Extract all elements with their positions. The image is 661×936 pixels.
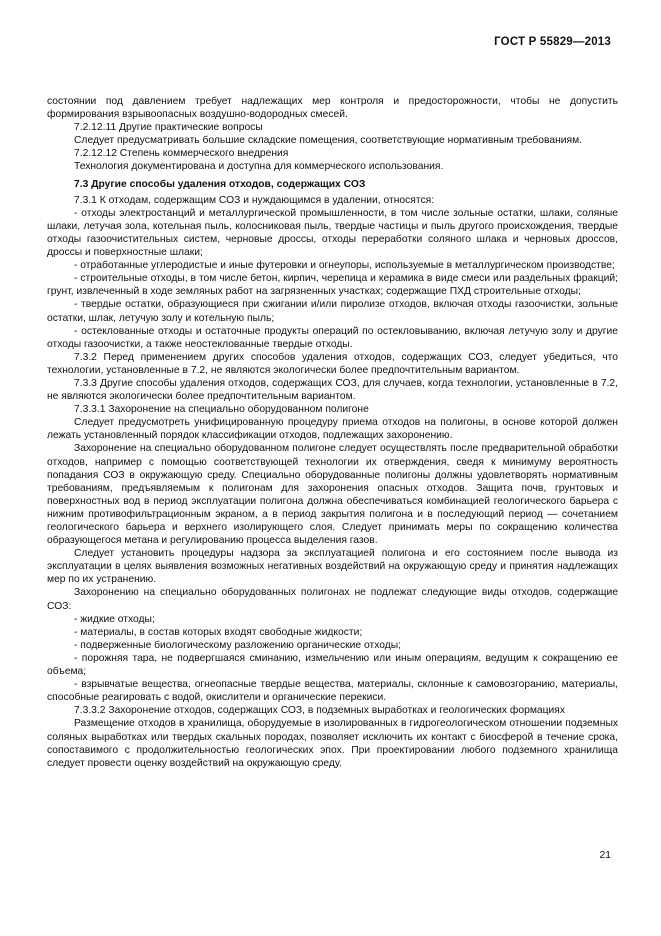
list-item: - порожняя тара, не подвергшаяся сминанию, измельчению или иным операциям, ведущим к сокращению ее объема; [47, 652, 618, 678]
paragraph: 7.3.2 Перед применением других способов удаления отходов, содержащих СОЗ, следует убедиться, что технологии, установленные в 7.2, не являются экологически более предпочтительным вариантом. [47, 351, 618, 376]
list-item: - твердые остатки, образующиеся при сжигании и/или пиролизе отходов, включая отходы газоочистки, зольные остатки, шлак, летучую золу и котельную пыль; [47, 299, 618, 324]
paragraph: Следует предусматривать большие складские помещения, соответствующие нормативным требованиям. [74, 135, 583, 147]
subsection-title: 7.2.12.12 Степень коммерческого внедрения [74, 148, 289, 160]
paragraph: Размещение отходов в хранилища, оборудуемые в изолированных в гидрогеологическом отношении подземных соляных выработках или твердых скальных породах, позволяет исключить их контакт с биосферой в течение срока, сопоставимого с продолжительностью геологических эпох. При проектировании любого подземного хранилища следует провести оценку воздействий на окружающую среду. [47, 718, 618, 769]
list-item: - остеклованные отходы и остаточные продукты операций по остекловыванию, включая летучую золу и другие отходы газоочистки, а также неостеклованные твердые отходы. [47, 325, 618, 350]
list-item: - материалы, в состав которых входят свободные жидкости; [74, 626, 363, 638]
list-item: - строительные отходы, в том числе бетон, кирпич, черепица и керамика в виде смеси или раздельных фракций; грунт, извлеченный в ходе земляных работ на загрязненных участках; содержащие ПХД строительные отходы; [47, 273, 618, 298]
list-item: - отходы электростанций и металлургической промышленности, в том числе зольные остатки, шлаки, соляные шлаки, летучая зола, котельная пыль, колосниковая пыль, твердые частицы и пыль другого происхождения, твердые отходы газоочистительных систем, черновые дроссы, отходы переработки соляного шлака и черновых дроссов, дроссы и поверхностные шлаки; [47, 207, 618, 259]
document-body [47, 95, 618, 770]
paragraph: Захоронению на специально оборудованных полигонах не подлежат следующие виды отходов, содержащие СОЗ: [47, 587, 618, 612]
paragraph: состоянии под давлением требует надлежащих мер контроля и предосторожности, чтобы не допустить формирования взрывоопасных воздушно-водородных смесей. [47, 96, 618, 121]
subsection-title: 7.3.3.1 Захоронение на специально оборудованном полигоне [74, 404, 369, 416]
paragraph: Следует предусмотреть унифицированную процедуру приема отходов на полигоны, в основе которой должен лежать установленный порядок классификации отходов, подлежащих захоронению. [47, 417, 618, 442]
paragraph: Следует установить процедуры надзора за эксплуатацией полигона и его состоянием после вывода из эксплуатации в целях выявления возможных негативных воздействий на окружающую среду и принятия надлежащих мер по их устранению. [47, 548, 618, 586]
list-item: - жидкие отходы; [74, 613, 155, 625]
paragraph: Захоронение на специально оборудованном полигоне следует осуществлять после предварительной обработки отходов, например с помощью соответствующей технологии их отверждения, сведя к минимуму вероятность попадания СОЗ в окружающую среду. Специально оборудованные полигоны должны удовлетворять нормативным требованиям, предъявляемым к полигонам для захоронения опасных отходов. Защита почв, грунтовых и поверхностных вод в период эксплуатации полигона должна обеспечиваться комбинацией геологического барьера с нижним противофильтрационным экраном, а в период закрытия полигона и в последующий период — сочетанием геологического барьера и верхнего изолирующего слоя. Следует принимать меры по сокращению количества образующегося метана и регулированию процесса выделения газов. [47, 443, 618, 547]
paragraph: Технология документирована и доступна для коммерческого использования. [74, 161, 444, 173]
page-number: 21 [599, 850, 611, 861]
paragraph: 7.3.3 Другие способы удаления отходов, содержащих СОЗ, для случаев, когда технологии, установленные в 7.2, не являются экологически более предпочтительным вариантом. [47, 377, 618, 403]
subsection-title: 7.3.3.2 Захоронение отходов, содержащих СОЗ, в подземных выработках и геологических формациях [74, 705, 566, 717]
section-heading: 7.3 Другие способы удаления отходов, содержащих СОЗ [74, 178, 366, 190]
paragraph: 7.3.1 К отходам, содержащим СОЗ и нуждающимся в удалении, относятся: [74, 194, 435, 206]
document-header: ГОСТ Р 55829—2013 [494, 36, 611, 48]
list-item: - подверженные биологическому разложению органические отходы; [74, 639, 402, 651]
subsection-title: 7.2.12.11 Другие практические вопросы [74, 122, 263, 134]
list-item: - отработанные углеродистые и иные футеровки и огнеупоры, используемые в металлургическом производстве; [74, 260, 615, 272]
list-item: - взрывчатые вещества, огнеопасные твердые вещества, материалы, склонные к самовозгоранию, материалы, способные реагировать с водой, окислители и органические перекиси. [47, 679, 618, 704]
